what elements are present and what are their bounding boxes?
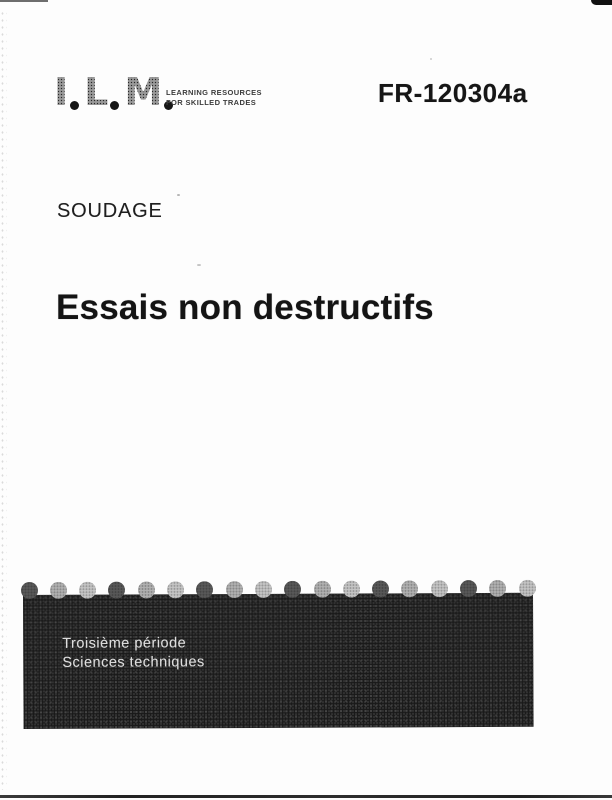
band-dot [372, 580, 389, 597]
ilm-logo [54, 70, 178, 112]
document-title: Essais non destructifs [56, 288, 434, 327]
document-code: FR-120304a [378, 78, 528, 108]
logo-letter: M [124, 70, 163, 114]
band-dot [50, 582, 67, 599]
scan-speck [430, 58, 432, 60]
band-dot [431, 580, 448, 597]
logo-tagline-line2: FOR SKILLED TRADES [166, 98, 257, 107]
band-dot [489, 580, 506, 597]
logo-period-dot [110, 101, 119, 110]
footer-band-dots [23, 593, 533, 595]
logo-period-dot [70, 101, 79, 110]
band-dot [401, 580, 418, 597]
scan-speck [177, 194, 180, 196]
band-dot [226, 581, 243, 598]
footer-subject-line: Sciences techniques [62, 654, 205, 671]
logo-tagline [166, 88, 262, 108]
scan-artifact-top-right [591, 0, 612, 5]
band-dot [313, 581, 330, 598]
band-dot [138, 581, 155, 598]
band-dot [167, 581, 184, 598]
subject-label: SOUDAGE [57, 200, 163, 222]
logo-letter-group [84, 72, 119, 112]
scan-artifact-bottom-edge [0, 795, 612, 798]
footer-band [23, 593, 534, 729]
footer-period-line: Troisième période [62, 635, 187, 652]
band-dot [20, 582, 37, 599]
scan-noise-left-edge [0, 10, 7, 790]
logo-tagline-line1: LEARNING RESOURCES [166, 88, 262, 97]
band-dot [343, 581, 360, 598]
band-dot [519, 580, 536, 597]
band-dot [79, 582, 96, 599]
footer-band-text [62, 634, 205, 673]
band-dot [284, 581, 301, 598]
logo-letter-group [54, 72, 79, 112]
logo-letter: L [84, 70, 109, 114]
band-dot [255, 581, 272, 598]
scan-artifact-top-left [0, 0, 48, 2]
logo-letter: I [54, 70, 69, 114]
scan-speck [197, 264, 201, 266]
band-dot [460, 580, 477, 597]
band-dot [108, 582, 125, 599]
band-dot [196, 581, 213, 598]
